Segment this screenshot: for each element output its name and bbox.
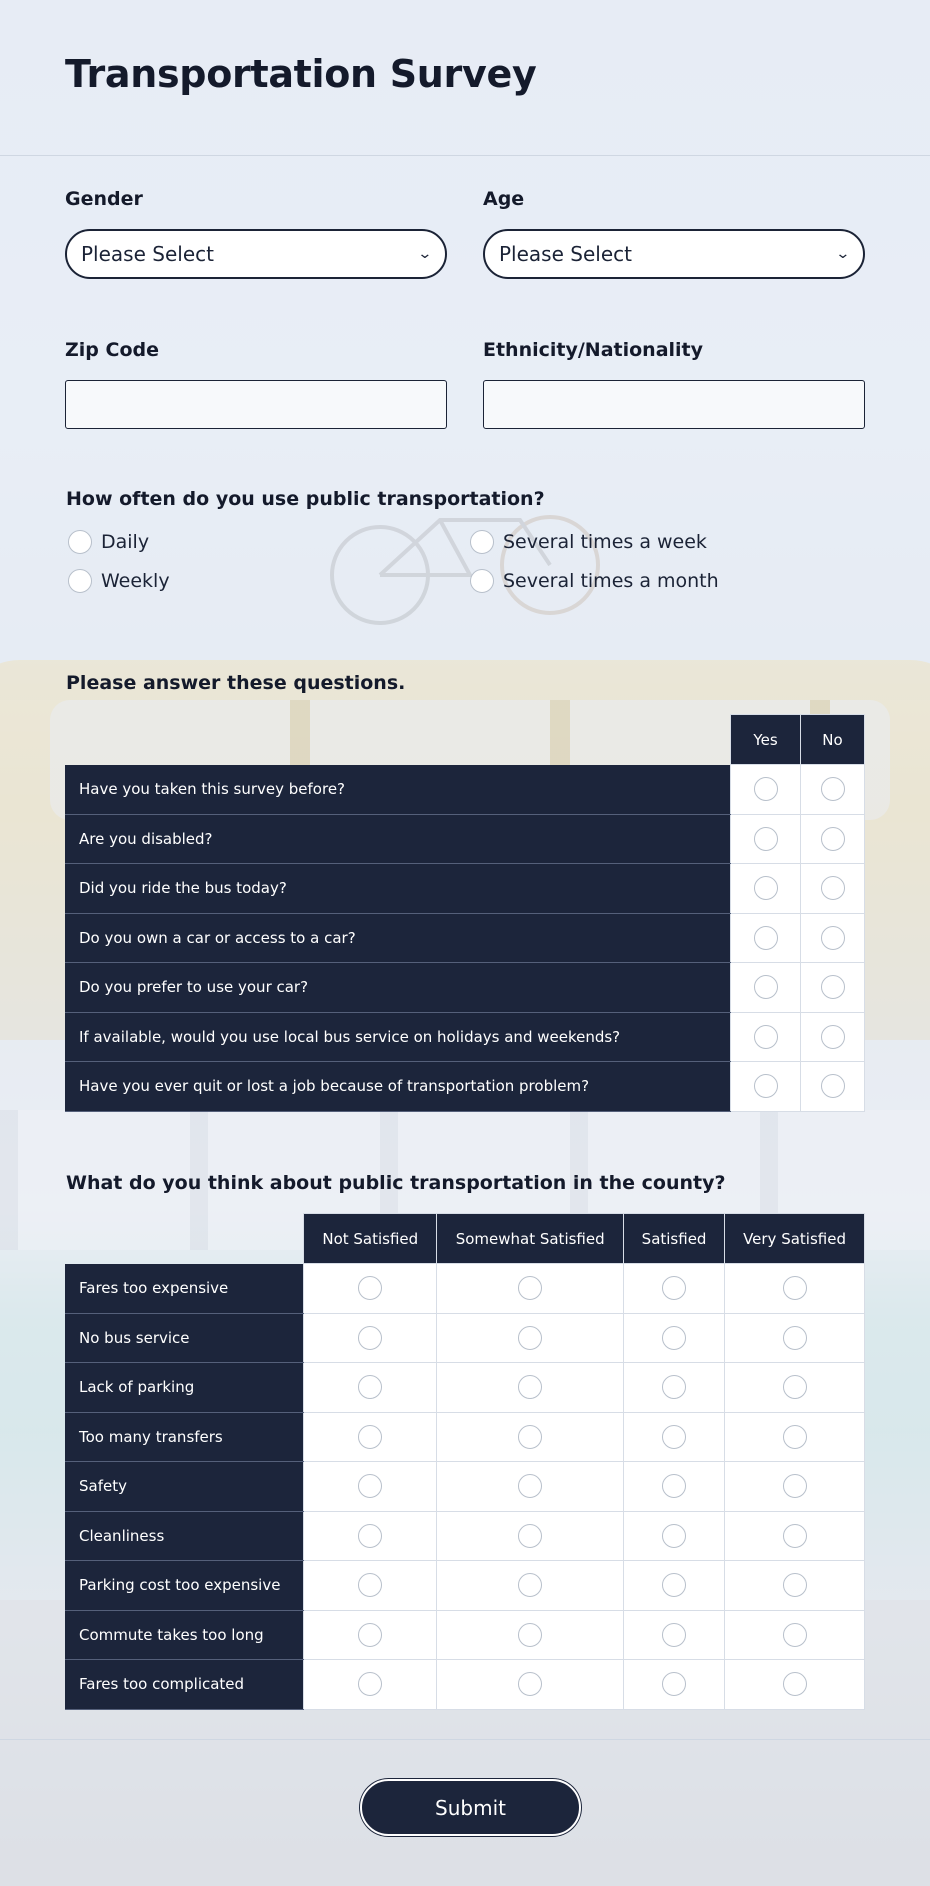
table-row xyxy=(65,864,865,914)
radio-satisfied[interactable] xyxy=(624,1660,725,1710)
table-row xyxy=(65,913,865,963)
table-row xyxy=(65,1610,865,1660)
radio-circle xyxy=(470,530,494,554)
radio-satisfied[interactable] xyxy=(624,1511,725,1561)
radio-satisfied[interactable] xyxy=(624,1412,725,1462)
radio-very-satisfied[interactable] xyxy=(725,1313,865,1363)
column-header-no: No xyxy=(801,715,865,765)
radio-satisfied[interactable] xyxy=(624,1610,725,1660)
column-header-yes: Yes xyxy=(731,715,801,765)
radio-not-satisfied[interactable] xyxy=(304,1462,437,1512)
frequency-options xyxy=(68,530,768,610)
matrix-corner xyxy=(65,715,731,765)
yes-no-matrix xyxy=(65,714,865,1112)
radio-not-satisfied[interactable] xyxy=(304,1511,437,1561)
radio-not-satisfied[interactable] xyxy=(304,1363,437,1413)
row-label: Did you ride the bus today? xyxy=(65,864,731,914)
radio-somewhat-satisfied[interactable] xyxy=(437,1511,624,1561)
ethnicity-input[interactable] xyxy=(483,380,865,429)
chevron-down-icon: ⌄ xyxy=(417,246,433,262)
row-label: Fares too complicated xyxy=(65,1660,304,1710)
row-label: Too many transfers xyxy=(65,1412,304,1462)
option-label: Several times a month xyxy=(503,570,719,592)
row-label: Cleanliness xyxy=(65,1511,304,1561)
ethnicity-field xyxy=(483,339,865,429)
ethnicity-label: Ethnicity/Nationality xyxy=(483,339,704,361)
row-label: Are you disabled? xyxy=(65,814,731,864)
radio-somewhat-satisfied[interactable] xyxy=(437,1363,624,1413)
satisfaction-question: What do you think about public transportation in the county? xyxy=(66,1172,726,1194)
radio-not-satisfied[interactable] xyxy=(304,1610,437,1660)
radio-not-satisfied[interactable] xyxy=(304,1561,437,1611)
radio-very-satisfied[interactable] xyxy=(725,1561,865,1611)
table-row xyxy=(65,963,865,1013)
radio-very-satisfied[interactable] xyxy=(725,1264,865,1314)
row-label: Commute takes too long xyxy=(65,1610,304,1660)
radio-no[interactable] xyxy=(801,765,865,815)
row-label: If available, would you use local bus service on holidays and weekends? xyxy=(65,1012,731,1062)
radio-very-satisfied[interactable] xyxy=(725,1462,865,1512)
radio-yes[interactable] xyxy=(731,913,801,963)
age-select-value: Please Select xyxy=(499,242,632,266)
radio-not-satisfied[interactable] xyxy=(304,1660,437,1710)
radio-satisfied[interactable] xyxy=(624,1462,725,1512)
frequency-option-several-week[interactable] xyxy=(470,530,707,554)
radio-not-satisfied[interactable] xyxy=(304,1412,437,1462)
radio-not-satisfied[interactable] xyxy=(304,1313,437,1363)
table-row xyxy=(65,765,865,815)
gender-field xyxy=(65,188,447,279)
radio-satisfied[interactable] xyxy=(624,1561,725,1611)
age-label: Age xyxy=(483,188,525,210)
row-label: Have you taken this survey before? xyxy=(65,765,731,815)
zip-label: Zip Code xyxy=(65,339,159,361)
radio-yes[interactable] xyxy=(731,1062,801,1112)
radio-somewhat-satisfied[interactable] xyxy=(437,1660,624,1710)
row-label: Have you ever quit or lost a job because of transportation problem? xyxy=(65,1062,731,1112)
radio-circle xyxy=(68,569,92,593)
table-row xyxy=(65,1363,865,1413)
radio-somewhat-satisfied[interactable] xyxy=(437,1264,624,1314)
row-label: Safety xyxy=(65,1462,304,1512)
table-row xyxy=(65,1660,865,1710)
radio-yes[interactable] xyxy=(731,765,801,815)
option-label: Weekly xyxy=(101,570,170,592)
option-label: Several times a week xyxy=(503,531,707,553)
radio-somewhat-satisfied[interactable] xyxy=(437,1313,624,1363)
column-header-very-satisfied: Very Satisfied xyxy=(725,1214,865,1264)
radio-not-satisfied[interactable] xyxy=(304,1264,437,1314)
column-header-satisfied: Satisfied xyxy=(624,1214,725,1264)
table-row xyxy=(65,1462,865,1512)
radio-yes[interactable] xyxy=(731,814,801,864)
radio-very-satisfied[interactable] xyxy=(725,1610,865,1660)
matrix-corner xyxy=(65,1214,304,1264)
radio-very-satisfied[interactable] xyxy=(725,1412,865,1462)
table-row xyxy=(65,1561,865,1611)
yes-no-question: Please answer these questions. xyxy=(66,672,406,694)
radio-yes[interactable] xyxy=(731,963,801,1013)
radio-yes[interactable] xyxy=(731,864,801,914)
radio-satisfied[interactable] xyxy=(624,1363,725,1413)
radio-very-satisfied[interactable] xyxy=(725,1511,865,1561)
age-select[interactable] xyxy=(483,229,865,279)
frequency-question: How often do you use public transportation? xyxy=(66,488,545,510)
frequency-option-weekly[interactable] xyxy=(68,569,170,593)
frequency-option-daily[interactable] xyxy=(68,530,149,554)
age-field xyxy=(483,188,865,279)
radio-yes[interactable] xyxy=(731,1012,801,1062)
radio-no[interactable] xyxy=(801,913,865,963)
row-label: No bus service xyxy=(65,1313,304,1363)
column-header-somewhat-satisfied: Somewhat Satisfied xyxy=(437,1214,624,1264)
radio-no[interactable] xyxy=(801,814,865,864)
radio-circle xyxy=(68,530,92,554)
submit-divider xyxy=(0,1739,930,1740)
radio-satisfied[interactable] xyxy=(624,1264,725,1314)
table-row xyxy=(65,1264,865,1314)
radio-somewhat-satisfied[interactable] xyxy=(437,1561,624,1611)
radio-somewhat-satisfied[interactable] xyxy=(437,1610,624,1660)
row-label: Lack of parking xyxy=(65,1363,304,1413)
table-row xyxy=(65,814,865,864)
frequency-option-several-month[interactable] xyxy=(470,569,719,593)
column-header-not-satisfied: Not Satisfied xyxy=(304,1214,437,1264)
gender-label: Gender xyxy=(65,188,143,210)
radio-no[interactable] xyxy=(801,864,865,914)
radio-no[interactable] xyxy=(801,963,865,1013)
radio-somewhat-satisfied[interactable] xyxy=(437,1462,624,1512)
gender-select[interactable] xyxy=(65,229,447,279)
submit-button[interactable]: Submit xyxy=(360,1779,581,1836)
option-label: Daily xyxy=(101,531,150,553)
row-label: Fares too expensive xyxy=(65,1264,304,1314)
table-row xyxy=(65,1412,865,1462)
radio-very-satisfied[interactable] xyxy=(725,1363,865,1413)
row-label: Do you own a car or access to a car? xyxy=(65,913,731,963)
table-row xyxy=(65,1062,865,1112)
table-row xyxy=(65,1511,865,1561)
radio-circle xyxy=(470,569,494,593)
satisfaction-matrix xyxy=(65,1213,865,1710)
form-header xyxy=(0,0,930,156)
zip-field xyxy=(65,339,447,429)
row-label: Do you prefer to use your car? xyxy=(65,963,731,1013)
radio-no[interactable] xyxy=(801,1012,865,1062)
row-label: Parking cost too expensive xyxy=(65,1561,304,1611)
chevron-down-icon: ⌄ xyxy=(835,246,851,262)
table-row xyxy=(65,1012,865,1062)
gender-select-value: Please Select xyxy=(81,242,214,266)
radio-somewhat-satisfied[interactable] xyxy=(437,1412,624,1462)
radio-no[interactable] xyxy=(801,1062,865,1112)
radio-satisfied[interactable] xyxy=(624,1313,725,1363)
radio-very-satisfied[interactable] xyxy=(725,1660,865,1710)
zip-input[interactable] xyxy=(65,380,447,429)
table-row xyxy=(65,1313,865,1363)
page-title: Transportation Survey xyxy=(65,52,537,96)
